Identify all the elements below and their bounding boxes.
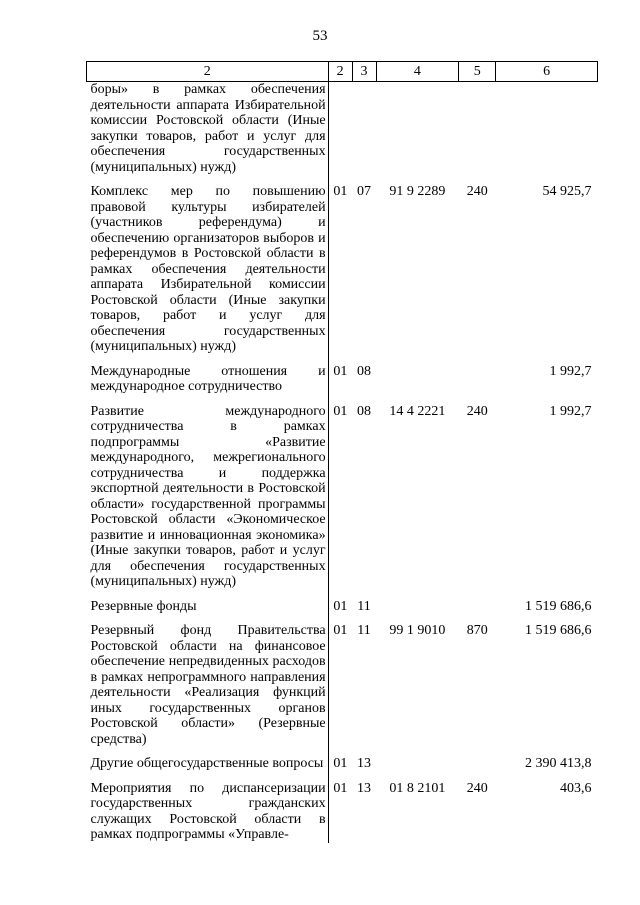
row-expense-type: 240 xyxy=(466,780,488,796)
row-target-article xyxy=(376,82,459,185)
row-amount: 2 390 413,8 xyxy=(525,756,592,771)
row-amount: 54 925,7 xyxy=(542,184,592,199)
header-col-section: 2 xyxy=(328,62,352,82)
row-expense-type: 240 xyxy=(466,403,488,419)
row-target-article xyxy=(376,364,459,404)
row-subsection xyxy=(352,82,376,185)
table-row xyxy=(87,82,598,185)
header-col-subsection: 3 xyxy=(352,62,376,82)
table-row xyxy=(87,623,598,756)
row-amount xyxy=(496,82,598,185)
row-section xyxy=(328,82,352,185)
header-col-name: 2 xyxy=(87,62,329,82)
row-target-article: 91 9 2289 xyxy=(389,184,446,199)
table-row xyxy=(87,781,598,843)
row-section: 01 xyxy=(333,780,348,796)
row-expense-type: 240 xyxy=(466,184,488,199)
row-name: Резервный фонд Правительства Ростовской области на финансовое обеспечение непредвиденных расходов в рамках непрограммного направления деятельности «Реализация функций иных государственных органов Ростовской области» (Резервные средства) xyxy=(87,623,329,756)
row-amount: 1 992,7 xyxy=(549,403,592,419)
row-target-article xyxy=(376,756,459,781)
header-col-amount: 6 xyxy=(496,62,598,82)
table-row xyxy=(87,404,598,599)
row-section: 01 xyxy=(333,756,348,771)
row-amount: 1 519 686,6 xyxy=(525,598,592,614)
row-subsection: 13 xyxy=(357,780,372,796)
row-expense-type: 870 xyxy=(466,623,488,638)
row-section: 01 xyxy=(333,363,348,379)
row-section: 01 xyxy=(333,184,348,199)
row-name: Мероприятия по диспансеризации государственных гражданских служащих Ростовской области в рамках подпрограммы «Управле- xyxy=(87,781,329,843)
row-target-article xyxy=(376,599,459,624)
row-name: Развитие международного сотрудничества в рамках подпрограммы «Развитие международного, межрегионального сотрудничества и поддержка экспортной деятельности в Ростовской области» государственной программы Ростовской области «Экономическое развитие и инновационная экономика» (Иные закупки товаров, работ и услуг для обеспечения государственных (муниципальных) нужд) xyxy=(87,404,329,599)
row-section: 01 xyxy=(333,623,348,638)
row-amount: 403,6 xyxy=(560,780,592,796)
page-number: 53 xyxy=(312,28,328,44)
row-section: 01 xyxy=(333,598,348,614)
header-col-target-article: 4 xyxy=(376,62,459,82)
table-row xyxy=(87,756,598,781)
row-name: боры» в рамках обеспечения деятельности аппарата Избирательной комиссии Ростовской области (Иные закупки товаров, работ и услуг для обеспечения государственных (муниципальных) нужд) xyxy=(87,82,329,185)
row-target-article: 01 8 2101 xyxy=(389,780,446,796)
row-expense-type xyxy=(459,82,496,185)
row-target-article: 14 4 2221 xyxy=(389,403,446,419)
table-row xyxy=(87,364,598,404)
row-section: 01 xyxy=(333,403,348,419)
budget-table xyxy=(86,61,598,843)
row-name: Другие общегосударственные вопросы xyxy=(87,756,329,781)
row-subsection: 11 xyxy=(357,623,371,638)
row-target-article: 99 1 9010 xyxy=(389,623,446,638)
row-amount: 1 519 686,6 xyxy=(525,623,592,638)
row-subsection: 08 xyxy=(357,363,372,379)
row-subsection: 07 xyxy=(357,184,372,199)
row-name: Международные отношения и международное сотрудничество xyxy=(87,364,329,404)
row-name: Резервные фонды xyxy=(87,599,329,624)
row-expense-type xyxy=(459,599,496,624)
table-row xyxy=(87,599,598,624)
row-amount: 1 992,7 xyxy=(549,363,592,379)
row-subsection: 11 xyxy=(357,598,371,614)
row-expense-type xyxy=(459,756,496,781)
row-subsection: 13 xyxy=(357,756,372,771)
header-col-expense-type: 5 xyxy=(459,62,496,82)
row-subsection: 08 xyxy=(357,403,372,419)
header-row xyxy=(87,62,598,82)
row-name: Комплекс мер по повышению правовой культуры избирателей (участников референдума) и обеспечению организаторов выборов и референдумов в Ростовской области в рамках обеспечения деятельности аппарата Избирательной комиссии Ростовской области (Иные закупки товаров, работ и услуг для обеспечения государственных (муниципальных) нужд) xyxy=(87,184,329,364)
row-expense-type xyxy=(459,364,496,404)
table-row xyxy=(87,184,598,364)
